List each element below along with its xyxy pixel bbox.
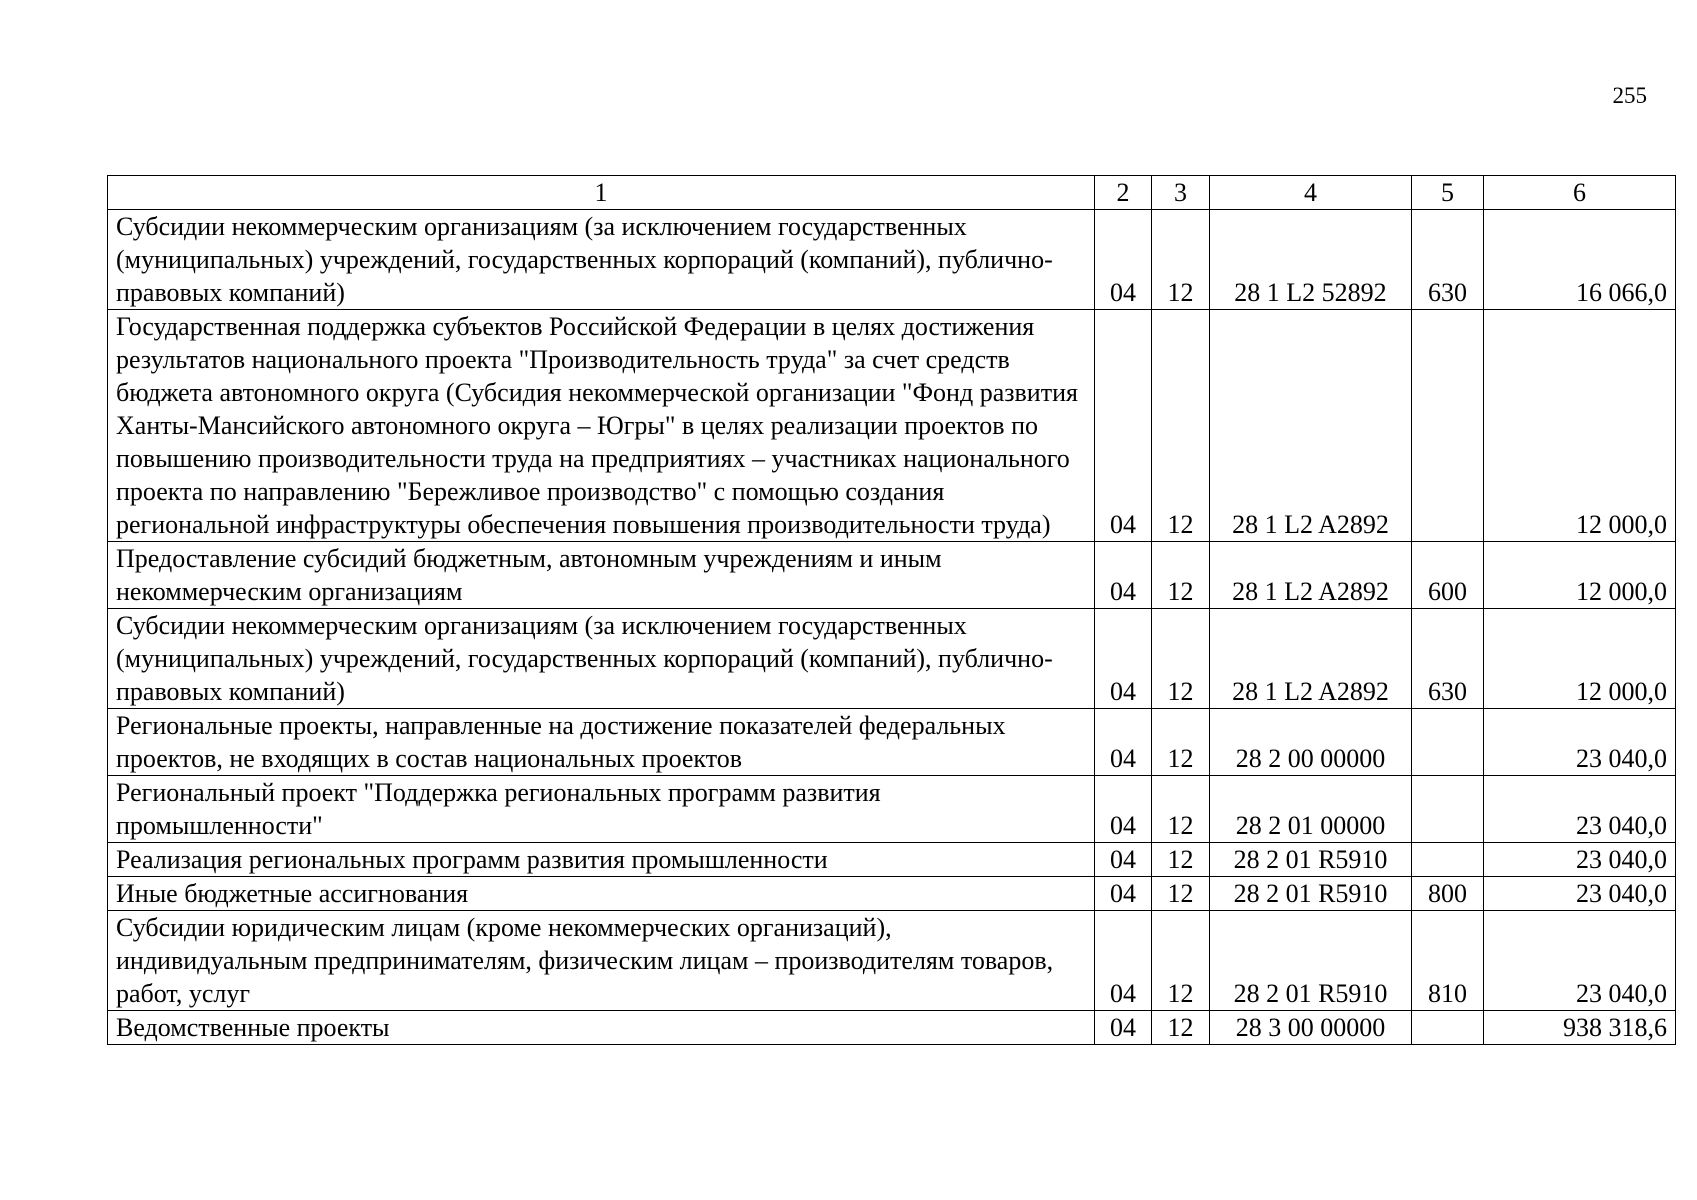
table-row bbox=[108, 877, 1676, 911]
table-row bbox=[108, 1011, 1676, 1045]
table-header-row bbox=[108, 176, 1676, 210]
table-row bbox=[108, 843, 1676, 877]
target-article-code: 28 2 01 R5910 bbox=[1210, 911, 1412, 1011]
subsection-code: 12 bbox=[1152, 1011, 1210, 1045]
subsection-code: 12 bbox=[1152, 542, 1210, 609]
expense-type-code bbox=[1412, 709, 1484, 776]
table-row bbox=[108, 310, 1676, 542]
amount: 12 000,0 bbox=[1484, 310, 1676, 542]
row-name: Ведомственные проекты bbox=[108, 1011, 1095, 1045]
expense-type-code bbox=[1412, 1011, 1484, 1045]
subsection-code: 12 bbox=[1152, 709, 1210, 776]
section-code: 04 bbox=[1095, 542, 1152, 609]
amount: 23 040,0 bbox=[1484, 776, 1676, 843]
row-name: Субсидии юридическим лицам (кроме некоммерческих организаций), индивидуальным предпринимателям, физическим лицам – производителям товаров, работ, услуг bbox=[108, 911, 1095, 1011]
target-article-code: 28 2 01 00000 bbox=[1210, 776, 1412, 843]
subsection-code: 12 bbox=[1152, 877, 1210, 911]
subsection-code: 12 bbox=[1152, 609, 1210, 709]
column-header: 2 bbox=[1095, 176, 1152, 210]
amount: 938 318,6 bbox=[1484, 1011, 1676, 1045]
row-name: Реализация региональных программ развития промышленности bbox=[108, 843, 1095, 877]
column-header: 1 bbox=[108, 176, 1095, 210]
amount: 12 000,0 bbox=[1484, 542, 1676, 609]
target-article-code: 28 2 01 R5910 bbox=[1210, 843, 1412, 877]
expense-type-code bbox=[1412, 843, 1484, 877]
table-row bbox=[108, 776, 1676, 843]
expense-type-code bbox=[1412, 310, 1484, 542]
section-code: 04 bbox=[1095, 843, 1152, 877]
row-name: Субсидии некоммерческим организациям (за исключением государственных (муниципальных) учреждений, государственных корпораций (компаний), публично-правовых компаний) bbox=[108, 210, 1095, 310]
section-code: 04 bbox=[1095, 709, 1152, 776]
row-name: Региональный проект "Поддержка региональных программ развития промышленности" bbox=[108, 776, 1095, 843]
expense-type-code: 800 bbox=[1412, 877, 1484, 911]
column-header: 4 bbox=[1210, 176, 1412, 210]
section-code: 04 bbox=[1095, 310, 1152, 542]
target-article-code: 28 1 L2 52892 bbox=[1210, 210, 1412, 310]
subsection-code: 12 bbox=[1152, 843, 1210, 877]
section-code: 04 bbox=[1095, 911, 1152, 1011]
section-code: 04 bbox=[1095, 877, 1152, 911]
subsection-code: 12 bbox=[1152, 210, 1210, 310]
subsection-code: 12 bbox=[1152, 911, 1210, 1011]
row-name: Предоставление субсидий бюджетным, автономным учреждениям и иным некоммерческим организациям bbox=[108, 542, 1095, 609]
expense-type-code: 600 bbox=[1412, 542, 1484, 609]
subsection-code: 12 bbox=[1152, 310, 1210, 542]
expense-type-code bbox=[1412, 776, 1484, 843]
row-name: Субсидии некоммерческим организациям (за исключением государственных (муниципальных) учреждений, государственных корпораций (компаний), публично-правовых компаний) bbox=[108, 609, 1095, 709]
expense-type-code: 630 bbox=[1412, 609, 1484, 709]
table-row bbox=[108, 911, 1676, 1011]
amount: 23 040,0 bbox=[1484, 911, 1676, 1011]
target-article-code: 28 3 00 00000 bbox=[1210, 1011, 1412, 1045]
target-article-code: 28 2 00 00000 bbox=[1210, 709, 1412, 776]
target-article-code: 28 1 L2 A2892 bbox=[1210, 609, 1412, 709]
table-row bbox=[108, 542, 1676, 609]
amount: 23 040,0 bbox=[1484, 843, 1676, 877]
section-code: 04 bbox=[1095, 210, 1152, 310]
column-header: 3 bbox=[1152, 176, 1210, 210]
section-code: 04 bbox=[1095, 776, 1152, 843]
budget-table bbox=[107, 175, 1676, 1045]
amount: 16 066,0 bbox=[1484, 210, 1676, 310]
expense-type-code: 810 bbox=[1412, 911, 1484, 1011]
row-name: Иные бюджетные ассигнования bbox=[108, 877, 1095, 911]
amount: 23 040,0 bbox=[1484, 709, 1676, 776]
column-header: 5 bbox=[1412, 176, 1484, 210]
page-number: 255 bbox=[1612, 83, 1647, 108]
target-article-code: 28 2 01 R5910 bbox=[1210, 877, 1412, 911]
section-code: 04 bbox=[1095, 609, 1152, 709]
target-article-code: 28 1 L2 A2892 bbox=[1210, 310, 1412, 542]
target-article-code: 28 1 L2 A2892 bbox=[1210, 542, 1412, 609]
amount: 23 040,0 bbox=[1484, 877, 1676, 911]
table-row bbox=[108, 210, 1676, 310]
column-header: 6 bbox=[1484, 176, 1676, 210]
row-name: Государственная поддержка субъектов Российской Федерации в целях достижения результатов национального проекта "Производительность труда" за счет средств бюджета автономного округа (Субсидия некоммерческой организации "Фонд развития Ханты-Мансийского автономного округа – Югры" в целях реализации проектов по повышению производительности труда на предприятиях – участниках национального проекта по направлению "Бережливое производство" с помощью создания региональной инфраструктуры обеспечения повышения производительности труда) bbox=[108, 310, 1095, 542]
expense-type-code: 630 bbox=[1412, 210, 1484, 310]
section-code: 04 bbox=[1095, 1011, 1152, 1045]
table-row bbox=[108, 709, 1676, 776]
subsection-code: 12 bbox=[1152, 776, 1210, 843]
row-name: Региональные проекты, направленные на достижение показателей федеральных проектов, не входящих в состав национальных проектов bbox=[108, 709, 1095, 776]
table-row bbox=[108, 609, 1676, 709]
amount: 12 000,0 bbox=[1484, 609, 1676, 709]
